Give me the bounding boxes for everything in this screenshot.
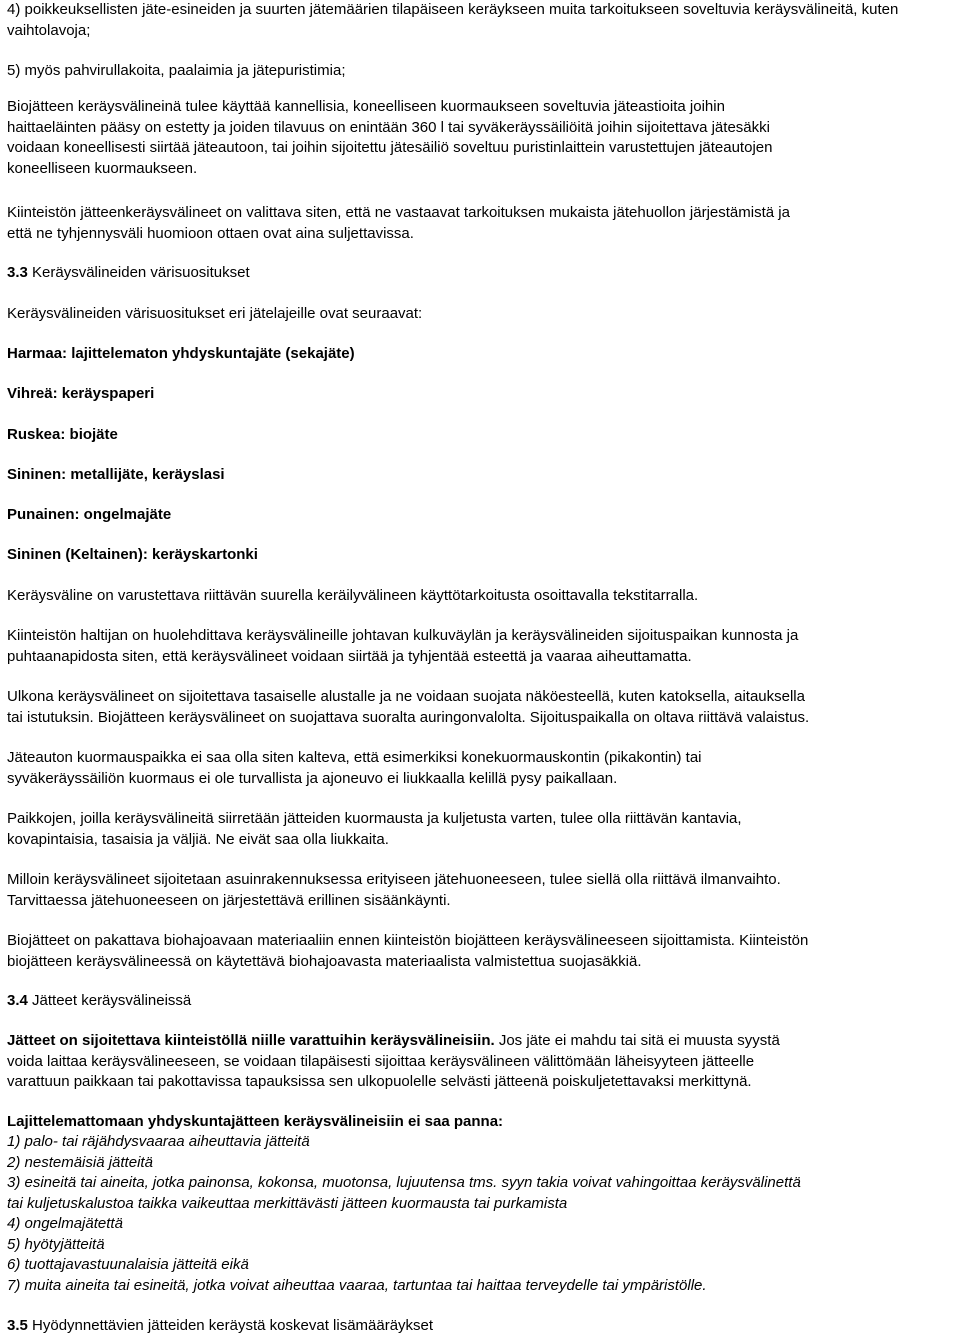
- text-line: varattuun paikkaan tai pakottavissa tapauksissa sen ulkopuolelle selvästi jätteenä poiskuljetettavaksi merkittynä.: [7, 1073, 752, 1090]
- section-heading-3-5: [7, 1316, 433, 1337]
- list-item: 3) esineitä tai aineita, jotka painonsa, kokonsa, muotonsa, lujuutensa tms. syyn takia voivat vahingoittaa keräysvälinettä: [7, 1174, 801, 1191]
- section-number: 3.5: [7, 1317, 28, 1334]
- text-line: syväkeräyssäiliön kuormaus ei ole turvallista ja ajoneuvo ei liukkaalla kelillä pysy paikallaan.: [7, 769, 618, 787]
- text-line: tai istutuksin. Biojätteen keräysvälineet on suojattava suoralta auringonvalolta. Sijoituspaikalla on oltava riittävä valaistus.: [7, 708, 810, 726]
- list-item: 1) palo- tai räjähdysvaaraa aiheuttavia jätteitä: [7, 1133, 310, 1150]
- text-line: biojätteen keräysvälineessä on käytettävä biohajoavasta materiaalista valmistettua suojasäkkiä.: [7, 952, 642, 970]
- paragraph-paths: [7, 809, 742, 850]
- color-item-green: Vihreä: keräyspaperi: [7, 385, 155, 402]
- text-line: Tarvittaessa jätehuoneeseen on järjestettävä erillinen sisäänkäynti.: [7, 891, 451, 909]
- color-item-grey: Harmaa: lajittelematon yhdyskuntajäte (sekajäte): [7, 345, 355, 362]
- paragraph-outdoor: [7, 687, 809, 728]
- text-line: haittaeläinten pääsy on estetty ja joiden tilavuus on enintään 360 l tai syväkeräyssäiliöitä joihin sijoitettava jätesäkki: [7, 118, 770, 136]
- text-rest: Jos jäte ei mahdu tai sitä ei muusta syystä: [494, 1032, 780, 1049]
- paragraph-waste-placement: [7, 1031, 780, 1093]
- prohibited-list: [7, 1132, 801, 1296]
- list-item-5: 5) myös pahvirullakoita, paalaimia ja jätepuristimia;: [7, 62, 346, 79]
- paragraph-indoor: [7, 870, 781, 911]
- section-number: 3.3: [7, 264, 28, 281]
- list-item: 4) ongelmajätettä: [7, 1215, 123, 1232]
- list-item: 7) muita aineita tai esineitä, jotka voivat aiheuttaa vaaraa, tartuntaa tai haittaa terveydelle tai ympäristölle.: [7, 1276, 707, 1294]
- list-item: 5) hyötyjätteitä: [7, 1235, 105, 1253]
- color-item-blue: Sininen: metallijäte, keräyslasi: [7, 466, 225, 483]
- text-line: voida laittaa keräysvälineeseen, se voidaan tilapäisesti sijoittaa keräysvälineen välittömään läheisyyteen jätteelle: [7, 1052, 755, 1070]
- text-line: Kiinteistön haltijan on huolehdittava keräysvälineille johtavan kulkuväylän ja keräysvälineiden sijoituspaikan kunnosta ja: [7, 627, 799, 644]
- text-line: Jäteauton kuormauspaikka ei saa olla siten kalteva, että esimerkiksi konekuormauskontin (pikakontin) tai: [7, 749, 702, 766]
- paragraph-label-sticker: Keräysväline on varustettava riittävän suurella keräilyvälineen käyttötarkoitusta osoittavalla tekstitarralla.: [7, 587, 699, 604]
- paragraph-selection: [7, 203, 790, 244]
- text-line: Milloin keräysvälineet sijoitetaan asuinrakennuksessa erityiseen jätehuoneeseen, tulee siellä olla riittävä ilmanvaihto.: [7, 871, 781, 888]
- text-line: Kiinteistön jätteenkeräysvälineet on valittava siten, että ne vastaavat tarkoituksen mukaista jätehuollon järjestämistä ja: [7, 204, 790, 221]
- text-line: Biojätteet on pakattava biohajoavaan materiaaliin ennen kiinteistön biojätteen keräysvälineeseen sijoittamista. Kiinteistön: [7, 932, 809, 949]
- list-item-4: 4) poikkeuksellisten jäte-esineiden ja suurten jätemäärien tilapäiseen keräykseen muita tarkoitukseen soveltuvia keräysvälineitä, kuten vaihtolavoja;: [7, 1, 899, 39]
- text-line: voidaan koneellisesti siirtää jäteautoon, tai joihin sijoitettu jätesäiliö soveltuu puristinlaittein varustettujen jäteautojen: [7, 139, 773, 156]
- section-heading-3-4: [7, 991, 191, 1012]
- text-line: kovapintaisia, tasaisia ja väljiä. Ne eivät saa olla liukkaita.: [7, 830, 389, 848]
- color-item-blue-yellow: Sininen (Keltainen): keräyskartonki: [7, 546, 258, 563]
- text-line: [7, 1031, 780, 1052]
- section-title: Hyödynnettävien jätteiden keräystä koskevat lisämääräykset: [27, 1317, 434, 1334]
- prohibited-heading: Lajittelemattomaan yhdyskuntajätteen keräysvälineisiin ei saa panna:: [7, 1113, 504, 1130]
- list-item: tai kuljetuskalustoa taikka vaikeuttaa merkittävästi jätteen kuormausta tai purkamista: [7, 1194, 568, 1212]
- list-item: 6) tuottajavastuunalaisia jätteitä eikä: [7, 1256, 249, 1273]
- color-item-red: Punainen: ongelmajäte: [7, 506, 172, 523]
- paragraph-loading-place: [7, 748, 702, 789]
- color-item-brown: Ruskea: biojäte: [7, 426, 118, 443]
- text-line: puhtaanapidosta siten, että keräysvälineet voidaan siirtää ja tyhjentää esteettä ja vaaraa aiheuttamatta.: [7, 647, 692, 665]
- text-line: että ne tyhjennysväli huomioon ottaen ovat aina suljettavissa.: [7, 224, 414, 242]
- paragraph-bio-containers: [7, 97, 772, 179]
- text-line: Ulkona keräysvälineet on sijoitettava tasaiselle alustalle ja ne voidaan suojata näköesteellä, kuten katoksella, aitauksella: [7, 688, 805, 705]
- text-line: Biojätteen keräysvälineinä tulee käyttää kannellisia, koneelliseen kuormaukseen soveltuvia jäteastioita joihin: [7, 98, 725, 115]
- paragraph-bio-packaging: [7, 931, 808, 972]
- paragraph-access-route: [7, 626, 798, 667]
- text-line: koneelliseen kuormaukseen.: [7, 159, 198, 177]
- text-line: Paikkojen, joilla keräysvälineitä siirretään jätteiden kuormausta ja kuljetusta varten, tulee olla riittävän kantavia,: [7, 810, 742, 827]
- colors-intro: Keräysvälineiden värisuositukset eri jätelajeille ovat seuraavat:: [7, 305, 423, 322]
- list-item: 2) nestemäisiä jätteitä: [7, 1153, 153, 1171]
- section-title: Jätteet keräysvälineissä: [27, 992, 192, 1009]
- bold-lead: Jätteet on sijoitettava kiinteistöllä niille varattuihin keräysvälineisiin.: [7, 1032, 495, 1049]
- section-number: 3.4: [7, 992, 28, 1009]
- section-title: Keräysvälineiden värisuositukset: [27, 264, 250, 281]
- section-heading-3-3: [7, 263, 250, 284]
